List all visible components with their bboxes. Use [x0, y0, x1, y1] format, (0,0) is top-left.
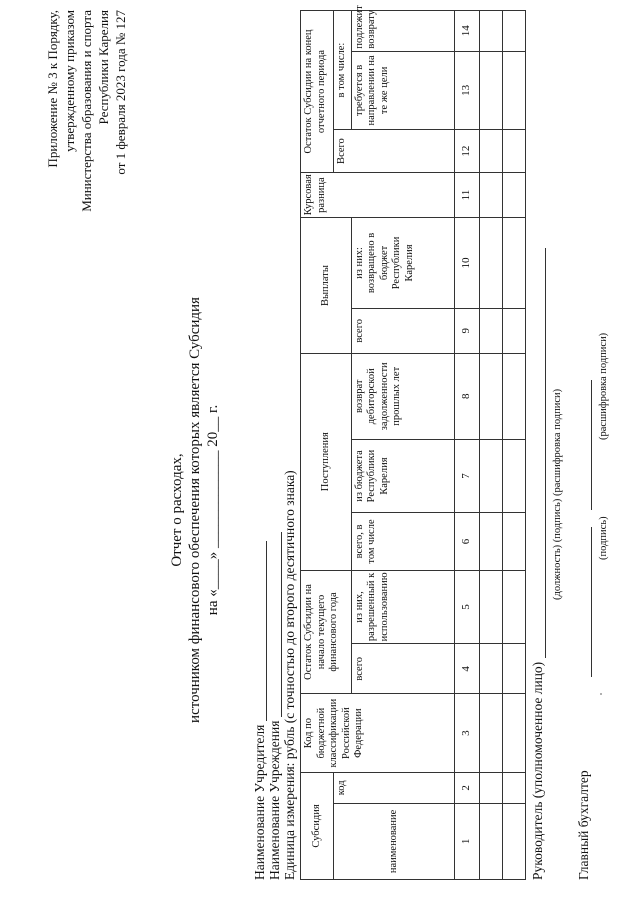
table-cell[interactable] — [502, 11, 525, 52]
table-cell[interactable] — [479, 694, 502, 773]
header-from-budget: из бюджета Республики Карелия — [351, 439, 454, 513]
head-caption: (должность) (подпись) (расшифровка подписи) — [552, 388, 563, 600]
title-date-line: на «____» _____________ 20__ г. — [205, 404, 221, 616]
accountant-decode-field[interactable] — [579, 380, 592, 510]
head-signature-field[interactable] — [533, 248, 546, 658]
table-cell[interactable] — [502, 308, 525, 353]
header-total-end: Всего — [334, 130, 455, 173]
header-subsidy: Субсидия — [301, 772, 334, 879]
accountant-caption-decode: (расшифровка подписи) — [598, 332, 609, 440]
table-cell[interactable] — [479, 353, 502, 439]
founder-label: Наименование Учредителя — [252, 724, 267, 880]
header-total-start: всего — [351, 644, 454, 694]
report-meta — [252, 280, 297, 880]
appendix-line: Министерства образования и спорта — [79, 10, 94, 212]
accountant-label: Главный бухгалтер — [576, 770, 591, 880]
head-label: Руководитель (уполномоченное лицо) — [530, 661, 545, 880]
table-cell[interactable] — [479, 130, 502, 173]
table-cell[interactable] — [479, 218, 502, 308]
table-cell[interactable] — [502, 644, 525, 694]
col-num: 9 — [454, 308, 479, 353]
table-cell[interactable] — [502, 570, 525, 644]
table-cell[interactable] — [479, 308, 502, 353]
table-cell[interactable] — [502, 51, 525, 130]
table-cell[interactable] — [502, 803, 525, 879]
col-num: 7 — [454, 439, 479, 513]
accountant-signature-row — [576, 380, 592, 880]
table-cell[interactable] — [502, 513, 525, 570]
header-total-incl: всего, в том числе — [351, 513, 454, 570]
table-cell[interactable] — [479, 570, 502, 644]
header-exchange: Курсовая разница — [301, 172, 455, 217]
table-cell[interactable] — [502, 353, 525, 439]
col-num: 4 — [454, 644, 479, 694]
table-cell[interactable] — [502, 694, 525, 773]
col-num: 11 — [454, 172, 479, 217]
col-num: 1 — [454, 803, 479, 879]
col-num: 6 — [454, 513, 479, 570]
table-row — [479, 11, 502, 880]
appendix-note — [44, 10, 129, 240]
header-required: требуется в направлении на те же цели — [351, 51, 454, 130]
header-return-debt: возврат дебиторской задолженности прошлых лет — [351, 353, 454, 439]
title-line-2: источником финансового обеспечения которых является Субсидия — [187, 297, 203, 723]
table-cell[interactable] — [479, 11, 502, 52]
report-table — [300, 5, 526, 880]
col-num: 2 — [454, 772, 479, 803]
col-num: 3 — [454, 694, 479, 773]
table-cell[interactable] — [479, 644, 502, 694]
table-cell[interactable] — [502, 130, 525, 173]
title-line-1: Отчет о расходах, — [169, 453, 185, 567]
founder-row — [252, 280, 267, 880]
header-balance-end: Остаток Субсидии на конец отчетного периода — [301, 11, 334, 173]
header-returned: из них: возвращено в бюджет Республики Карелия — [351, 218, 454, 308]
header-receipts: Поступления — [301, 353, 352, 570]
unit-row — [282, 280, 297, 880]
report-title — [168, 230, 222, 790]
header-row-1 — [301, 11, 334, 880]
header-code: код — [334, 772, 455, 803]
founder-field[interactable] — [254, 541, 267, 721]
col-num: 14 — [454, 11, 479, 52]
column-numbers-row — [454, 11, 479, 880]
table-cell[interactable] — [502, 439, 525, 513]
header-balance-start: Остаток Субсидии на начало текущего финансового года — [301, 570, 352, 694]
head-signature-row — [530, 248, 546, 880]
appendix-line: утвержденному приказом — [62, 10, 77, 152]
appendix-line: Республики Карелия — [96, 10, 111, 125]
header-payments: Выплаты — [301, 218, 352, 354]
header-to-return: подлежит возврату — [351, 11, 454, 52]
header-incl: в том числе: — [334, 11, 352, 130]
col-num: 10 — [454, 218, 479, 308]
table-cell[interactable] — [502, 772, 525, 803]
accountant-caption-sign: (подпись) — [598, 516, 609, 560]
institution-label: Наименование Учреждения — [267, 720, 282, 880]
unit-label: Единица измерения: рубль (с точностью до второго десятичного знака) — [282, 470, 297, 880]
col-num: 5 — [454, 570, 479, 644]
table-cell[interactable] — [502, 218, 525, 308]
table-cell[interactable] — [479, 513, 502, 570]
table-cell[interactable] — [479, 803, 502, 879]
institution-field[interactable] — [269, 532, 282, 717]
header-budget-code: Код по бюджетной классификации Российской Федерации — [301, 694, 455, 773]
table-cell[interactable] — [479, 51, 502, 130]
table-cell[interactable] — [479, 172, 502, 217]
table-cell[interactable] — [502, 172, 525, 217]
table-cell[interactable] — [479, 772, 502, 803]
scan-speck — [600, 693, 602, 695]
header-payments-total: всего — [351, 308, 454, 353]
appendix-line: от 1 февраля 2023 года № 127 — [113, 10, 128, 175]
header-name: наименование — [334, 803, 455, 879]
institution-row — [267, 280, 282, 880]
appendix-line: Приложение № 3 к Порядку, — [45, 10, 60, 168]
table-row — [502, 11, 525, 880]
col-num: 8 — [454, 353, 479, 439]
document-sheet — [20, 5, 620, 890]
table-cell[interactable] — [479, 439, 502, 513]
accountant-sign-field[interactable] — [579, 527, 592, 677]
header-permitted: из них, разрешенный к использованию — [351, 570, 454, 644]
col-num: 12 — [454, 130, 479, 173]
col-num: 13 — [454, 51, 479, 130]
